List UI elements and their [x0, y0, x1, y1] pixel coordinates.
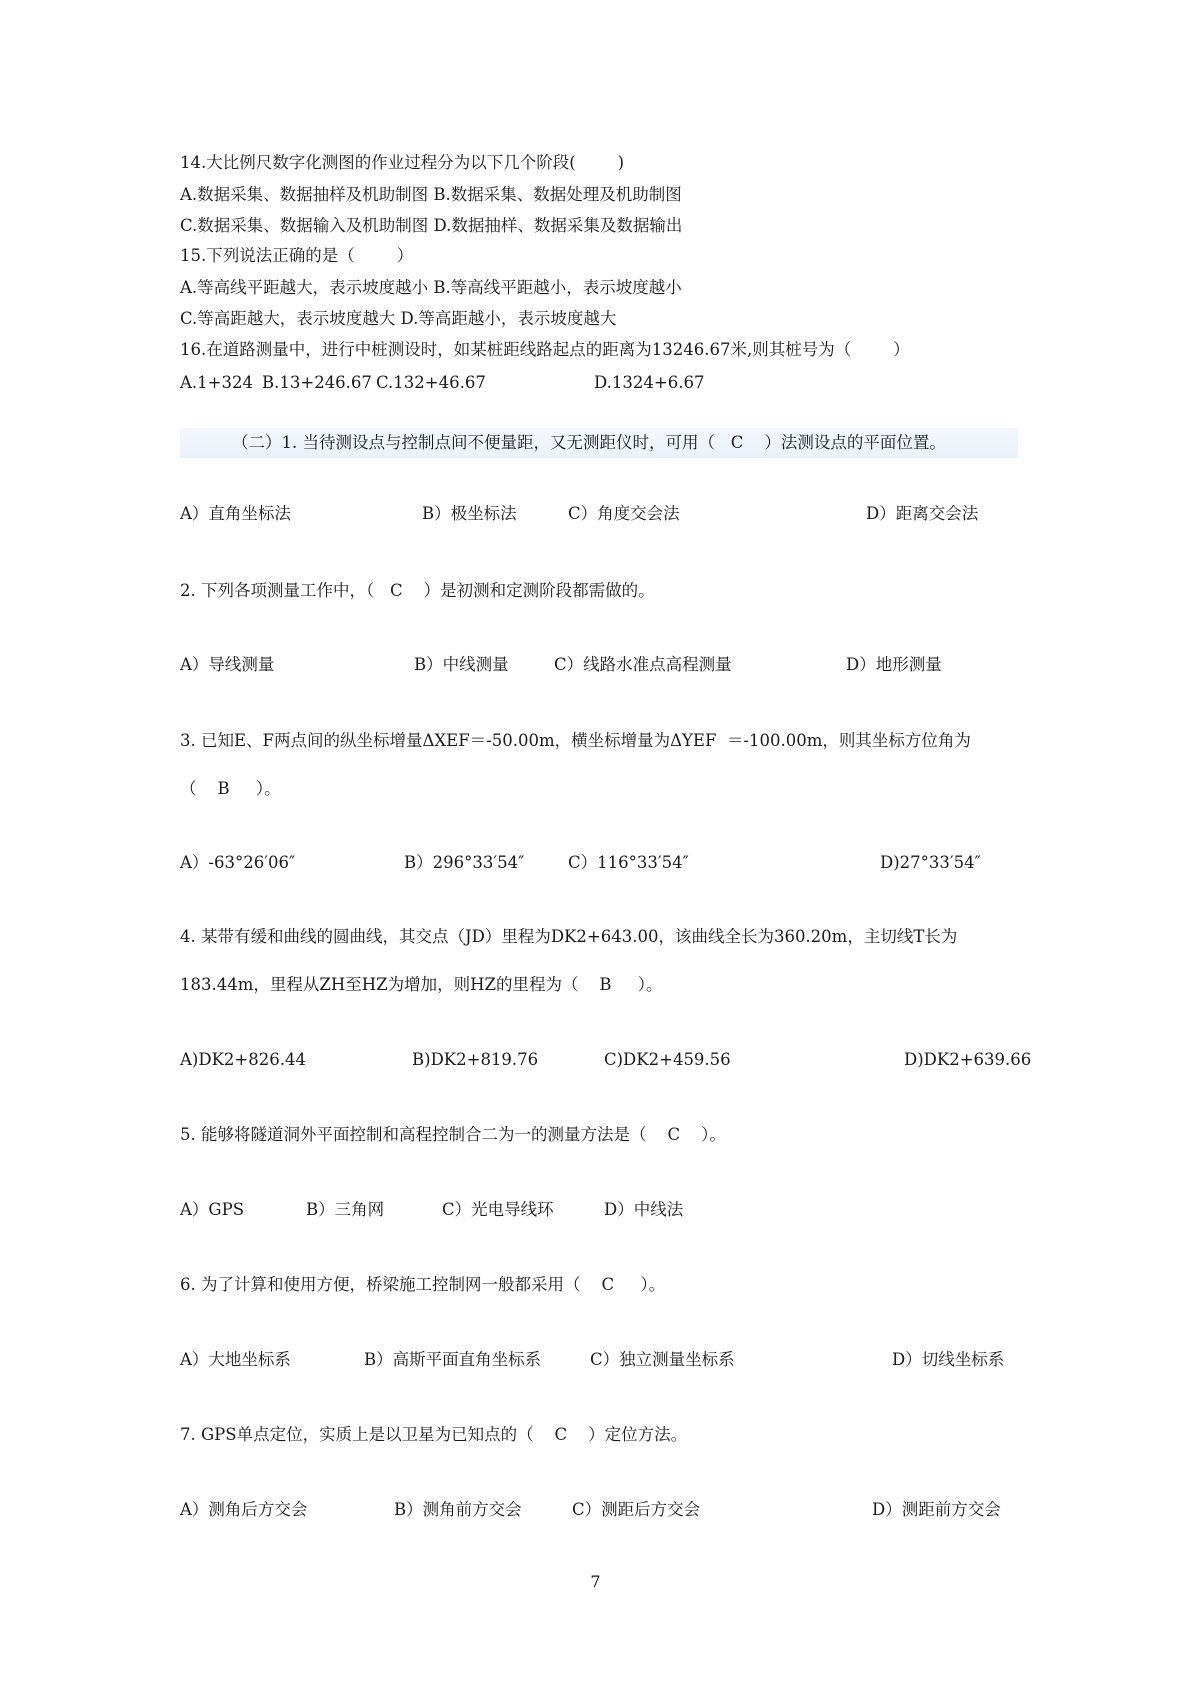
question-15: 15.下列说法正确的是（ ） [180, 246, 414, 265]
option-a: A）GPS [180, 1200, 245, 1219]
section2-question-7-options [180, 1499, 1018, 1521]
section2-question-7: 7. GPS单点定位，实质上是以卫星为已知点的（ C ）定位方法。 [180, 1425, 688, 1444]
option-d: D）中线法 [604, 1200, 684, 1219]
option-b: B）中线测量 [414, 655, 509, 674]
option-b: B）测角前方交会 [394, 1500, 522, 1519]
option-a: A）直角坐标法 [180, 504, 291, 523]
question-14: 14.大比例尺数字化测图的作业过程分为以下几个阶段( ) [180, 153, 625, 172]
option-d: D）地形测量 [846, 655, 942, 674]
option-c: C.132+46.67 [376, 373, 486, 392]
option-c: C）角度交会法 [568, 504, 680, 523]
option-d: D)27°33′54″ [880, 853, 981, 872]
section2-question-6-options [180, 1349, 1018, 1371]
section2-question-6: 6. 为了计算和使用方便，桥梁施工控制网一般都采用（ C ）。 [180, 1275, 666, 1294]
section2-question-4-options [180, 1049, 1032, 1071]
option-a: A）大地坐标系 [180, 1350, 291, 1369]
question-15-options-cd: C.等高距越大，表示坡度越大 D.等高距越小，表示坡度越大 [180, 309, 617, 328]
section2-question-3-line1: 3. 已知E、F两点间的纵坐标增量ΔXEF＝-50.00m，横坐标增量为ΔYEF ＝-100.00m，则其坐标方位角为 [180, 731, 971, 750]
option-a: A）测角后方交会 [180, 1500, 308, 1519]
option-d: D)DK2+639.66 [904, 1050, 1032, 1069]
option-c: C）116°33′54″ [568, 853, 689, 872]
option-b: B）三角网 [306, 1200, 385, 1219]
option-d: D）切线坐标系 [892, 1350, 1005, 1369]
section2-question-1-options [180, 503, 1018, 525]
section2-question-4-line2: 183.44m，里程从ZH至HZ为增加，则HZ的里程为（ B ）。 [180, 975, 663, 994]
section2-question-2-options [180, 654, 1018, 676]
question-16: 16.在道路测量中，进行中桩测设时，如某桩距线路起点的距离为13246.67米,则其桩号为（ ） [180, 340, 910, 359]
question-14-options-ab: A.数据采集、数据抽样及机助制图 B.数据采集、数据处理及机助制图 [180, 185, 682, 204]
section2-question-5-options [180, 1199, 1018, 1221]
option-c: C）光电导线环 [442, 1200, 554, 1219]
question-14-options-cd: C.数据采集、数据输入及机助制图 D.数据抽样、数据采集及数据输出 [180, 216, 683, 235]
option-a: A）-63°26′06″ [180, 853, 296, 872]
section2-question-4-line1: 4. 某带有缓和曲线的圆曲线，其交点（JD）里程为DK2+643.00，该曲线全长为360.20m，主切线T长为 [180, 927, 958, 946]
section2-question-2: 2. 下列各项测量工作中，（ C ）是初测和定测阶段都需做的。 [180, 581, 655, 600]
option-d: D）测距前方交会 [872, 1500, 1001, 1519]
option-c: C)DK2+459.56 [604, 1050, 731, 1069]
option-b: B)DK2+819.76 [412, 1050, 539, 1069]
option-a: A）导线测量 [180, 655, 275, 674]
option-d: D.1324+6.67 [594, 373, 705, 392]
page-number: 7 [590, 1572, 601, 1591]
option-c: C）独立测量坐标系 [590, 1350, 735, 1369]
option-d: D）距离交会法 [866, 504, 979, 523]
option-b: B）极坐标法 [422, 504, 517, 523]
option-b: B）296°33′54″ [404, 853, 525, 872]
option-c: C）线路水准点高程测量 [554, 655, 732, 674]
section2-question-1: （二）1. 当待测设点与控制点间不便量距，又无测距仪时，可用（ C ）法测设点的平面位置。 [232, 433, 946, 452]
question-15-options-ab: A.等高线平距越大，表示坡度越小 B.等高线平距越小，表示坡度越小 [180, 278, 682, 297]
section2-question-3-options [180, 852, 1018, 874]
question-16-options [180, 372, 1018, 394]
section2-question-3-line2: （ B ）。 [180, 779, 281, 798]
option-a: A.1+324 [180, 373, 253, 392]
option-b: B）高斯平面直角坐标系 [364, 1350, 542, 1369]
section2-question-5: 5. 能够将隧道洞外平面控制和高程控制合二为一的测量方法是（ C ）。 [180, 1125, 726, 1144]
option-b: B.13+246.67 [262, 373, 372, 392]
option-a: A)DK2+826.44 [180, 1050, 306, 1069]
option-c: C）测距后方交会 [572, 1500, 701, 1519]
